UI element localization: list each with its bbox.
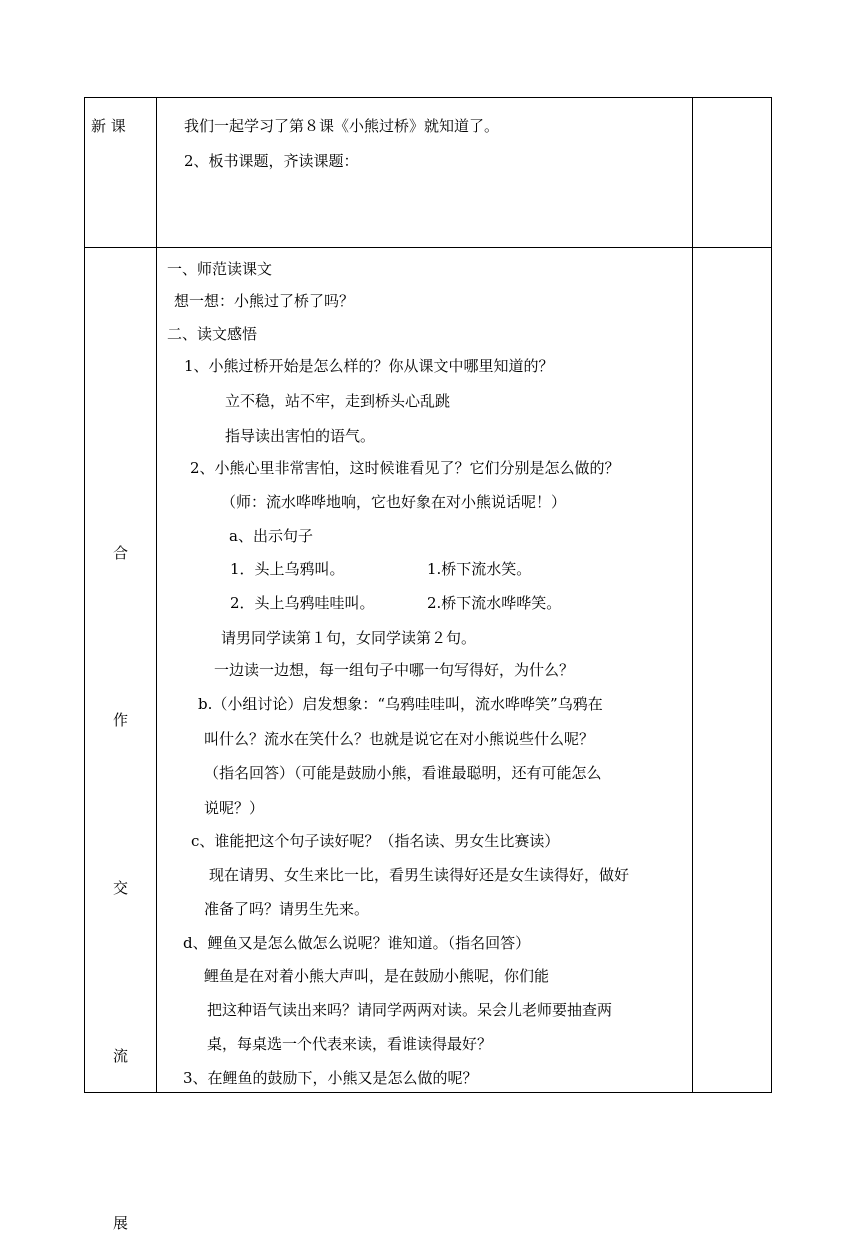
text-line: 准备了吗？请男生先来。 bbox=[204, 900, 370, 918]
text-line: 指导读出害怕的语气。 bbox=[225, 427, 376, 445]
text-line: 叫什么？流水在笑什么？也就是说它在对小熊说些什么呢？ bbox=[204, 730, 595, 748]
text-line: d、鲤鱼又是怎么做怎么说呢？谁知道。（指名回答） bbox=[183, 934, 531, 952]
section-label-char: 作 bbox=[113, 711, 129, 729]
text-line: 把这种语气读出来吗？请同学两两对读。呆会儿老师要抽查两 bbox=[207, 1001, 613, 1019]
text-line: 想一想：小熊过了桥了吗？ bbox=[174, 292, 355, 310]
text-line: a、出示句子 bbox=[229, 527, 313, 545]
section-label-cell bbox=[85, 248, 157, 1232]
content-cell bbox=[157, 248, 693, 1093]
text-line: 二、读文感悟 bbox=[167, 325, 258, 343]
content-cell bbox=[157, 98, 693, 248]
notes-cell bbox=[693, 98, 772, 248]
text-line: 请男同学读第１句，女同学读第２句。 bbox=[221, 629, 477, 647]
text-line: 3、在鲤鱼的鼓励下，小熊又是怎么做的呢？ bbox=[183, 1069, 478, 1087]
section-label-char: 合 bbox=[113, 544, 129, 562]
notes-cell bbox=[693, 248, 772, 1093]
text-line: （师：流水哗哗地响，它也好象在对小熊说话呢！） bbox=[221, 493, 567, 511]
text-line: c、谁能把这个句子读好呢？（指名读、男女生比赛读） bbox=[191, 832, 560, 850]
text-line: 一、师范读课文 bbox=[167, 260, 273, 278]
section-label-char: 交 bbox=[113, 879, 129, 897]
text-line: 2．头上乌鸦哇哇叫。 bbox=[230, 594, 375, 612]
text-line: 2、小熊心里非常害怕，这时候谁看见了？它们分别是怎么做的？ bbox=[190, 459, 620, 477]
section-label-char: 展 bbox=[113, 1214, 129, 1232]
text-line: 2.桥下流水哗哗笑。 bbox=[427, 594, 562, 612]
lesson-plan-table bbox=[84, 97, 772, 1232]
text-line: 1．头上乌鸦叫。 bbox=[230, 560, 345, 578]
text-line: 桌，每桌选一个代表来读，看谁读得最好？ bbox=[207, 1035, 493, 1053]
text-line: 现在请男、女生来比一比，看男生读得好还是女生读得好，做好 bbox=[209, 866, 630, 884]
text-line: 一边读一边想，每一组句子中哪一句写得好，为什么？ bbox=[214, 661, 575, 679]
text-line: 说呢？） bbox=[204, 799, 265, 817]
table-row-cooperation bbox=[85, 248, 772, 1093]
section-label-char: 流 bbox=[113, 1047, 129, 1065]
section-label-new-lesson: 新 课 bbox=[91, 117, 126, 135]
text-line: 1.桥下流水笑。 bbox=[427, 560, 532, 578]
table-row-new-lesson bbox=[85, 98, 772, 248]
text-line: 1、小熊过桥开始是怎么样的？你从课文中哪里知道的？ bbox=[184, 357, 554, 375]
text-line: 立不稳，站不牢，走到桥头心乱跳 bbox=[225, 392, 451, 410]
text-line: b.（小组讨论）启发想象：“乌鸦哇哇叫，流水哗哗笑”乌鸦在 bbox=[198, 695, 603, 713]
text-line: 2、板书课题，齐读课题： bbox=[184, 152, 359, 170]
section-label-cell bbox=[85, 98, 157, 248]
text-line: 我们一起学习了第８课《小熊过桥》就知道了。 bbox=[184, 117, 500, 135]
text-line: 鲤鱼是在对着小熊大声叫，是在鼓励小熊呢，你们能 bbox=[204, 967, 550, 985]
text-line: （指名回答）（可能是鼓励小熊，看谁最聪明，还有可能怎么 bbox=[204, 764, 602, 782]
